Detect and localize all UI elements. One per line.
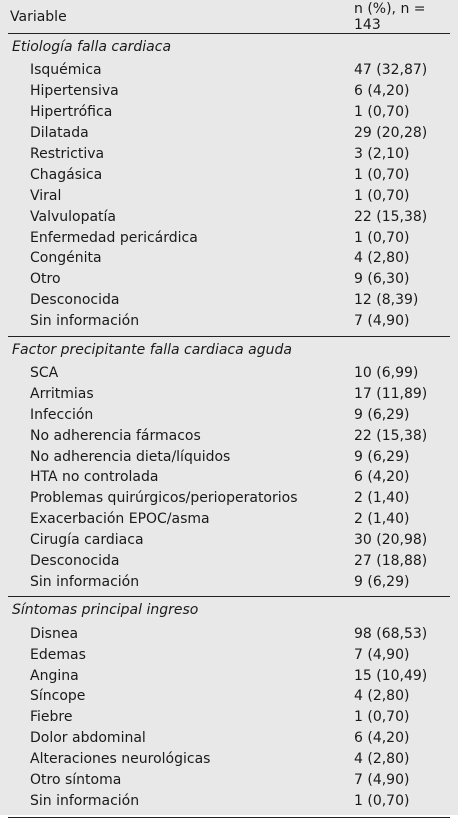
table-row — [8, 509, 450, 530]
group-sintomas — [8, 598, 450, 811]
row-label: Otro — [30, 271, 61, 288]
row-label: Restrictiva — [30, 146, 105, 162]
row-value: 6 (4,20) — [354, 83, 410, 100]
row-label: Alteraciones neurológicas — [30, 751, 211, 768]
table-row — [8, 144, 450, 165]
row-label: Infección — [30, 406, 94, 423]
row-label: Valvulopatía — [30, 208, 116, 225]
table-row — [8, 530, 450, 551]
row-label: Sin información — [30, 573, 140, 590]
row-value: 1 (0,70) — [354, 229, 410, 246]
row-value: 29 (20,28) — [354, 125, 428, 142]
row-value: 9 (6,29) — [354, 406, 410, 423]
row-value: 9 (6,29) — [354, 573, 410, 590]
row-label: Arritmias — [30, 385, 94, 402]
row-value: 2 (1,40) — [354, 490, 410, 507]
row-label: Otro síntoma — [30, 772, 122, 789]
table-row — [8, 269, 450, 290]
row-value: 1 (0,70) — [354, 187, 410, 204]
row-value: 3 (2,10) — [354, 146, 410, 162]
row-label: Edemas — [30, 646, 86, 663]
row-value: 1 (0,70) — [354, 709, 410, 726]
table-row — [8, 446, 450, 467]
table-row — [8, 248, 450, 269]
row-label: Hipertrófica — [30, 104, 113, 121]
table-row — [8, 749, 450, 770]
row-label: Dilatada — [30, 125, 89, 142]
row-label: SCA — [30, 365, 59, 382]
row-label: Viral — [30, 187, 62, 204]
header-n: n (%), n = 143 — [354, 0, 426, 33]
row-value: 1 (0,70) — [354, 104, 410, 121]
table-row — [8, 467, 450, 488]
row-label: HTA no controlada — [30, 469, 159, 486]
group-title: Factor precipitante falla cardiaca aguda — [12, 341, 292, 358]
row-value: 6 (4,20) — [354, 469, 410, 486]
row-label: Angina — [30, 667, 79, 684]
row-label: Síncope — [30, 688, 86, 705]
table-row — [8, 363, 450, 384]
table-row — [8, 102, 450, 123]
row-label: Congénita — [30, 250, 102, 267]
row-label: Desconocida — [30, 553, 120, 570]
table-row — [8, 425, 450, 446]
group-factor-precipitante — [8, 338, 450, 593]
table-row — [8, 623, 450, 644]
table-row — [8, 551, 450, 572]
row-label: Sin información — [30, 313, 140, 330]
row-value: 7 (4,90) — [354, 772, 410, 789]
row-value: 7 (4,90) — [354, 313, 410, 330]
table-row — [8, 290, 450, 311]
row-label: Sin información — [30, 792, 140, 809]
table-row — [8, 488, 450, 509]
row-label: Fiebre — [30, 709, 73, 726]
row-value: 1 (0,70) — [354, 166, 410, 183]
table-row — [8, 707, 450, 728]
row-label: No adherencia dieta/líquidos — [30, 448, 231, 465]
row-value: 10 (6,99) — [354, 365, 419, 382]
table-row — [8, 81, 450, 102]
row-value: 17 (11,89) — [354, 385, 428, 402]
table-row — [8, 185, 450, 206]
group-etiologia — [8, 35, 450, 332]
row-value: 7 (4,90) — [354, 646, 410, 663]
row-value: 22 (15,38) — [354, 208, 428, 225]
table-row — [8, 571, 450, 592]
row-label: Problemas quirúrgicos/perioperatorios — [30, 490, 298, 507]
row-value: 15 (10,49) — [354, 667, 428, 684]
table-row — [8, 728, 450, 749]
table-row — [8, 665, 450, 686]
table-row — [8, 164, 450, 185]
row-label: Enfermedad pericárdica — [30, 229, 198, 246]
table-row — [8, 60, 450, 81]
row-label: Desconocida — [30, 292, 120, 309]
table-row — [8, 791, 450, 812]
row-label: Exacerbación EPOC/asma — [30, 511, 210, 528]
row-label: Cirugía cardiaca — [30, 532, 144, 549]
row-value: 1 (0,70) — [354, 792, 410, 809]
row-value: 47 (32,87) — [354, 62, 428, 79]
row-value: 30 (20,98) — [354, 532, 428, 549]
row-label: Chagásica — [30, 166, 103, 183]
table-row — [8, 123, 450, 144]
table-row — [8, 644, 450, 665]
table-row — [8, 311, 450, 332]
table-row — [8, 404, 450, 425]
header-variable: Variable — [10, 8, 67, 25]
table-row — [8, 770, 450, 791]
row-label: Disnea — [30, 625, 79, 642]
row-value: 27 (18,88) — [354, 553, 428, 570]
row-label: No adherencia fármacos — [30, 427, 201, 444]
table-row — [8, 686, 450, 707]
table-row — [8, 383, 450, 404]
row-label: Isquémica — [30, 62, 102, 79]
group-title: Síntomas principal ingreso — [12, 602, 199, 619]
divider — [8, 596, 450, 597]
row-value: 22 (15,38) — [354, 427, 428, 444]
group-title: Etiología falla cardiaca — [12, 39, 172, 55]
row-value: 4 (2,80) — [354, 250, 410, 267]
row-label: Hipertensiva — [30, 83, 119, 100]
row-label: Dolor abdominal — [30, 730, 146, 747]
table-row — [8, 206, 450, 227]
table-row — [8, 227, 450, 248]
row-value: 12 (8,39) — [354, 292, 419, 309]
divider — [8, 336, 450, 337]
row-value: 2 (1,40) — [354, 511, 410, 528]
row-value: 4 (2,80) — [354, 688, 410, 705]
row-value: 6 (4,20) — [354, 730, 410, 747]
row-value: 4 (2,80) — [354, 751, 410, 768]
row-value: 9 (6,30) — [354, 271, 410, 288]
table-header — [8, 0, 450, 34]
row-value: 98 (68,53) — [354, 625, 428, 642]
row-value: 9 (6,29) — [354, 448, 410, 465]
